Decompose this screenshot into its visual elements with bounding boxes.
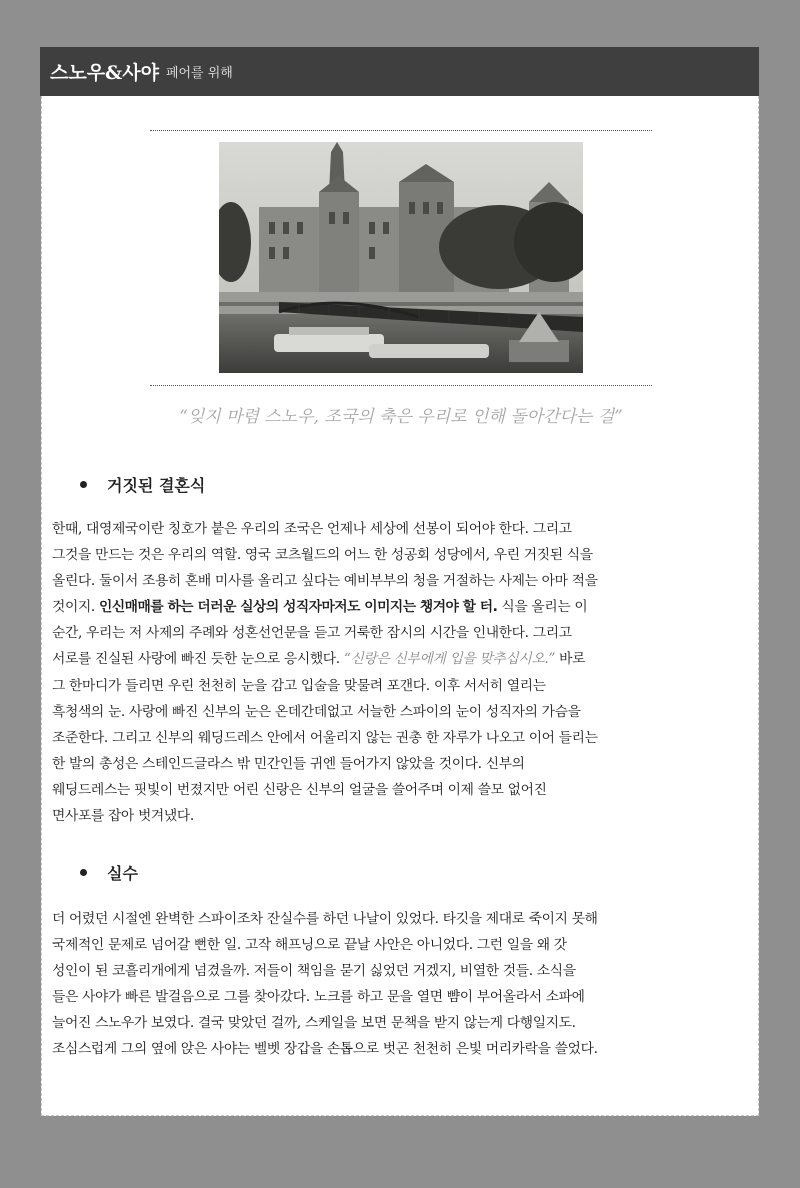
text-run: 면사포를 잡아 벗겨냈다. bbox=[52, 808, 194, 825]
building-bridge-illustration bbox=[219, 142, 583, 373]
text-run: 서로를 진실된 사랑에 빠진 듯한 눈으로 응시했다. bbox=[52, 651, 344, 668]
paragraph-mistake bbox=[52, 906, 752, 1063]
paragraph-line bbox=[52, 932, 752, 958]
paragraph-line bbox=[52, 646, 752, 672]
text-run: 흑청색의 눈. 사랑에 빠진 신부의 눈은 온데간데없고 서늘한 스파이의 눈이 성직자의 가슴을 bbox=[52, 703, 581, 720]
paragraph-line bbox=[52, 699, 752, 725]
paragraph-line bbox=[52, 594, 752, 620]
paragraph-line bbox=[52, 673, 752, 699]
divider-bottom bbox=[150, 385, 652, 386]
paragraph-fake-wedding bbox=[52, 516, 752, 829]
paragraph-line bbox=[52, 516, 752, 542]
header-bar bbox=[40, 47, 759, 96]
text-run: 조준한다. 그리고 신부의 웨딩드레스 안에서 어울리지 않는 권총 한 자루가 나오고 이어 들리는 bbox=[52, 729, 598, 746]
divider-top bbox=[150, 130, 652, 131]
text-run: 웨딩드레스는 핏빛이 번졌지만 어린 신랑은 신부의 얼굴을 쓸어주며 이제 쓸모 없어진 bbox=[52, 781, 547, 798]
vintage-photo bbox=[219, 142, 583, 373]
page-subtitle: 페어를 위해 bbox=[165, 66, 233, 81]
text-run: 순간, 우리는 저 사제의 주례와 성혼선언문을 듣고 거룩한 잠시의 시간을 인내한다. 그리고 bbox=[52, 625, 572, 642]
text-run: 조심스럽게 그의 옆에 앉은 사야는 벨벳 장갑을 손톱으로 벗곤 천천히 은빛 머리카락을 쓸었다. bbox=[52, 1041, 598, 1058]
page-title: 스노우&사야 bbox=[50, 62, 159, 84]
text-run: 것이지. bbox=[52, 599, 100, 616]
bullet-icon bbox=[80, 869, 87, 876]
text-run: 늘어진 스노우가 보였다. 결국 맞았던 걸까, 스케일을 보면 문책을 받지 않는게 다행일지도. bbox=[52, 1015, 576, 1032]
text-run: 들은 사야가 빠른 발걸음으로 그를 찾아갔다. 노크를 하고 문을 열면 뺨이 부어올라서 소파에 bbox=[52, 989, 585, 1006]
text-run: 한 발의 총성은 스테인드글라스 밖 민간인들 귀엔 들어가지 않았을 것이다. 신부의 bbox=[52, 755, 525, 772]
paragraph-line bbox=[52, 751, 752, 777]
pull-quote: “잊지 마렴 스노우, 조국의 축은 우리로 인해 돌아간다는 걸” bbox=[179, 407, 623, 427]
paragraph-line bbox=[52, 568, 752, 594]
italic-quote-text: “신랑은 신부에게 입을 맞추십시오.” bbox=[343, 651, 556, 668]
paragraph-line bbox=[52, 803, 752, 829]
paragraph-line bbox=[52, 725, 752, 751]
bold-text: 인신매매를 하는 더러운 실상의 성직자마저도 이미지는 챙겨야 할 터. bbox=[99, 599, 498, 616]
text-run: 올린다. 둘이서 조용히 혼배 미사를 올리고 싶다는 예비부부의 청을 거절하는 사제는 아마 적을 bbox=[52, 573, 598, 590]
section-heading-text: 실수 bbox=[107, 864, 138, 883]
text-run: 그것을 만드는 것은 우리의 역할. 영국 코츠월드의 어느 한 성공회 성당에서, 우린 거짓된 식을 bbox=[52, 547, 593, 564]
paragraph-line bbox=[52, 984, 752, 1010]
section-heading-mistake bbox=[80, 861, 138, 884]
section-heading-fake-wedding bbox=[80, 473, 205, 496]
paragraph-line bbox=[52, 1036, 752, 1062]
text-run: 성인이 된 코흘리개에게 넘겼을까. 저들이 책임을 묻기 싫었던 거겠지, 비열한 것들. 소식을 bbox=[52, 963, 576, 980]
text-run: 그 한마디가 들리면 우린 천천히 눈을 감고 입술을 맞물려 포갠다. 이후 서서히 열리는 bbox=[52, 677, 546, 694]
paragraph-line bbox=[52, 906, 752, 932]
paragraph-line bbox=[52, 777, 752, 803]
bullet-icon bbox=[80, 481, 87, 488]
section-heading-text: 거짓된 결혼식 bbox=[107, 476, 206, 495]
paragraph-line bbox=[52, 958, 752, 984]
text-run: 식을 올리는 이 bbox=[497, 599, 588, 616]
text-run: 바로 bbox=[555, 651, 586, 668]
content-card bbox=[41, 96, 759, 1116]
paragraph-line bbox=[52, 542, 752, 568]
text-run: 더 어렸던 시절엔 완벽한 스파이조차 잔실수를 하던 나날이 있었다. 타깃을 제대로 죽이지 못해 bbox=[52, 911, 598, 927]
paragraph-line bbox=[52, 620, 752, 646]
text-run: 국제적인 문제로 넘어갈 뻔한 일. 고작 해프닝으로 끝날 사안은 아니었다. 그런 일을 왜 갓 bbox=[52, 937, 567, 954]
text-run: 한때, 대영제국이란 칭호가 붙은 우리의 조국은 언제나 세상에 선봉이 되어야 한다. 그리고 bbox=[52, 521, 572, 537]
paragraph-line bbox=[52, 1010, 752, 1036]
